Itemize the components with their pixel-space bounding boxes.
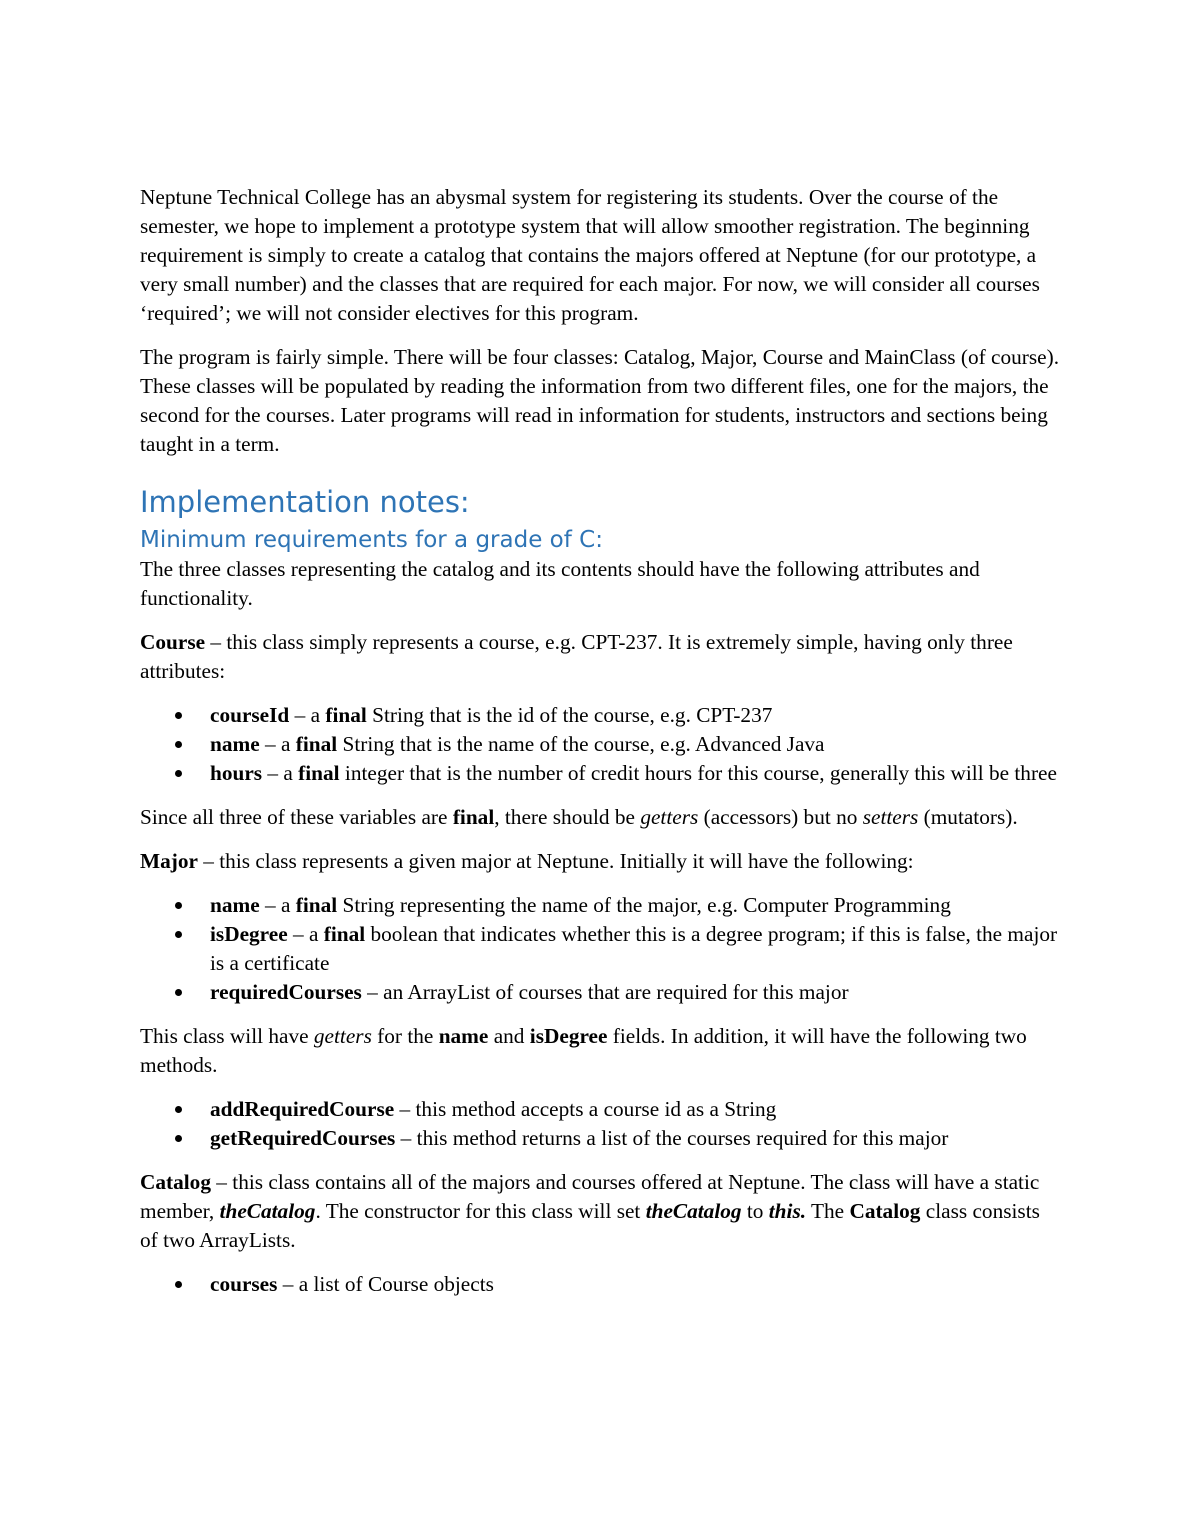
course-getters-note: Since all three of these variables are final, there should be getters (accessors) but no setters (mutators). (140, 805, 1018, 829)
course-class-name: Course (140, 630, 206, 654)
catalog-description: Catalog – this class contains all of the majors and courses offered at Neptune. The class will have a static member, theCatalog. The constructor for this class will set theCatalog to this. The Catalog class consists of two ArrayLists. (140, 1170, 1040, 1252)
course-description: Course – this class simply represents a course, e.g. CPT-237. It is extremely simple, having only three attributes: (140, 630, 1013, 683)
list-item: hours – a final integer that is the number of credit hours for this course, generally this will be three (140, 759, 1060, 788)
major-getters-note: This class will have getters for the name and isDegree fields. In addition, it will have the following two methods. (140, 1024, 1027, 1077)
list-item: requiredCourses – an ArrayList of courses that are required for this major (140, 978, 1060, 1007)
list-item: courseId – a final String that is the id of the course, e.g. CPT-237 (140, 701, 1060, 730)
list-item: isDegree – a final boolean that indicates whether this is a degree program; if this is false, the major is a certificate (140, 920, 1060, 978)
catalog-class-name: Catalog (140, 1170, 211, 1194)
intro-paragraph-1: Neptune Technical College has an abysmal system for registering its students. Over the course of the semester, we hope to implement a prototype system that will allow smoother registration. The beginning requirement is simply to create a catalog that contains the majors offered at Neptune (for our prototype, a very small number) and the classes that are required for each major. For now, we will consider all courses ‘required’; we will not consider electives for this program. (140, 185, 1040, 325)
list-item: name – a final String that is the name of the course, e.g. Advanced Java (140, 730, 1060, 759)
major-class-name: Major (140, 849, 198, 873)
major-description: Major – this class represents a given major at Neptune. Initially it will have the following: (140, 849, 914, 873)
list-item: getRequiredCourses – this method returns a list of the courses required for this major (140, 1124, 1060, 1153)
minimum-requirements-heading: Minimum requirements for a grade of C: (140, 527, 603, 553)
list-item: courses – a list of Course objects (140, 1270, 1060, 1299)
implementation-notes-heading: Implementation notes: (140, 485, 470, 519)
document-page (140, 183, 1060, 1314)
classes-intro-paragraph: The three classes representing the catalog and its contents should have the following attributes and functionality. (140, 557, 980, 610)
course-attribute-list (140, 701, 1060, 788)
list-item: name – a final String representing the name of the major, e.g. Computer Programming (140, 891, 1060, 920)
major-attribute-list (140, 891, 1060, 1007)
catalog-list (140, 1270, 1060, 1299)
major-method-list (140, 1095, 1060, 1153)
list-item: addRequiredCourse – this method accepts a course id as a String (140, 1095, 1060, 1124)
intro-paragraph-2: The program is fairly simple. There will be four classes: Catalog, Major, Course and MainClass (of course). These classes will be populated by reading the information from two different files, one for the majors, the second for the courses. Later programs will read in information for students, instructors and sections being taught in a term. (140, 345, 1060, 456)
